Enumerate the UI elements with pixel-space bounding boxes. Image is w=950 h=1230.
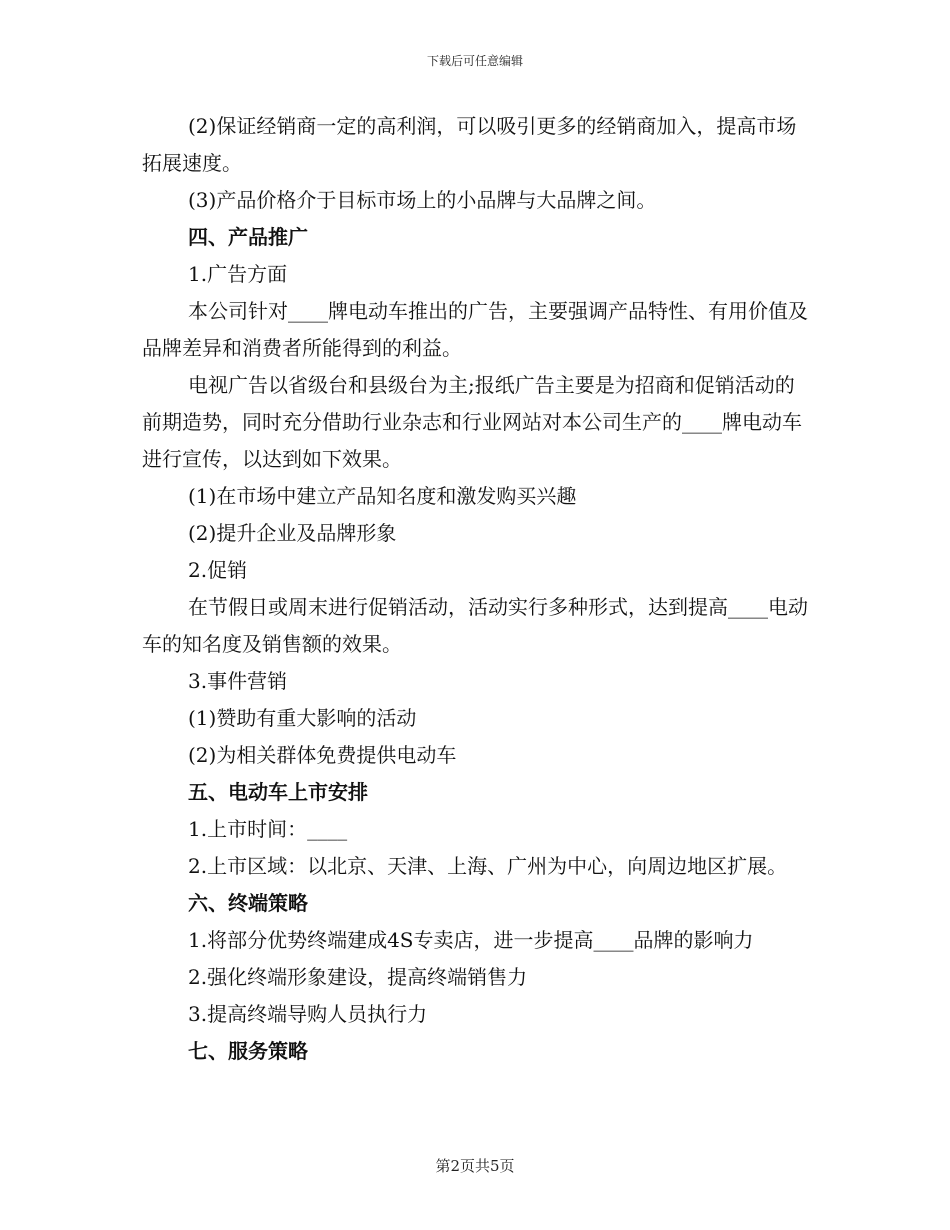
section-heading: 四、产品推广 bbox=[188, 225, 308, 249]
list-item: 2.强化终端形象建设，提高终端销售力 bbox=[188, 965, 528, 989]
section-heading: 七、服务策略 bbox=[188, 1039, 308, 1063]
page-number: 第2页共5页 bbox=[435, 1157, 515, 1175]
section-heading: 五、电动车上市安排 bbox=[188, 780, 368, 804]
document-body bbox=[142, 108, 810, 1070]
paragraph: 本公司针对____牌电动车推出的广告，主要强调产品特性、有用价值及品牌差异和消费者所能得到的利益。 bbox=[142, 299, 808, 360]
paragraph: (2)保证经销商一定的高利润，可以吸引更多的经销商加入，提高市场拓展速度。 bbox=[142, 114, 797, 175]
list-item: 1.将部分优势终端建成4S专卖店，进一步提高____品牌的影响力 bbox=[188, 928, 754, 952]
subsection-title: 1.广告方面 bbox=[188, 262, 288, 286]
section-heading: 六、终端策略 bbox=[188, 891, 308, 915]
paragraph: (3)产品价格介于目标市场上的小品牌与大品牌之间。 bbox=[188, 188, 657, 212]
page-header: 下载后可任意编辑 bbox=[426, 54, 523, 68]
list-item: (2)为相关群体免费提供电动车 bbox=[188, 743, 457, 767]
subsection-title: 3.事件营销 bbox=[188, 669, 288, 693]
paragraph: 在节假日或周末进行促销活动，活动实行多种形式，达到提高____电动车的知名度及销售额的效果。 bbox=[142, 595, 808, 656]
list-item: (2)提升企业及品牌形象 bbox=[188, 521, 397, 545]
list-item: (1)在市场中建立产品知名度和激发购买兴趣 bbox=[188, 484, 577, 508]
list-item: 3.提高终端导购人员执行力 bbox=[188, 1002, 428, 1026]
subsection-title: 2.促销 bbox=[188, 558, 248, 582]
paragraph: 电视广告以省级台和县级台为主;报纸广告主要是为招商和促销活动的前期造势，同时充分借助行业杂志和行业网站对本公司生产的____牌电动车进行宣传，以达到如下效果。 bbox=[142, 373, 802, 471]
list-item: (1)赞助有重大影响的活动 bbox=[188, 706, 417, 730]
list-item: 1.上市时间：____ bbox=[188, 817, 348, 841]
list-item: 2.上市区域：以北京、天津、上海、广州为中心，向周边地区扩展。 bbox=[188, 854, 788, 878]
